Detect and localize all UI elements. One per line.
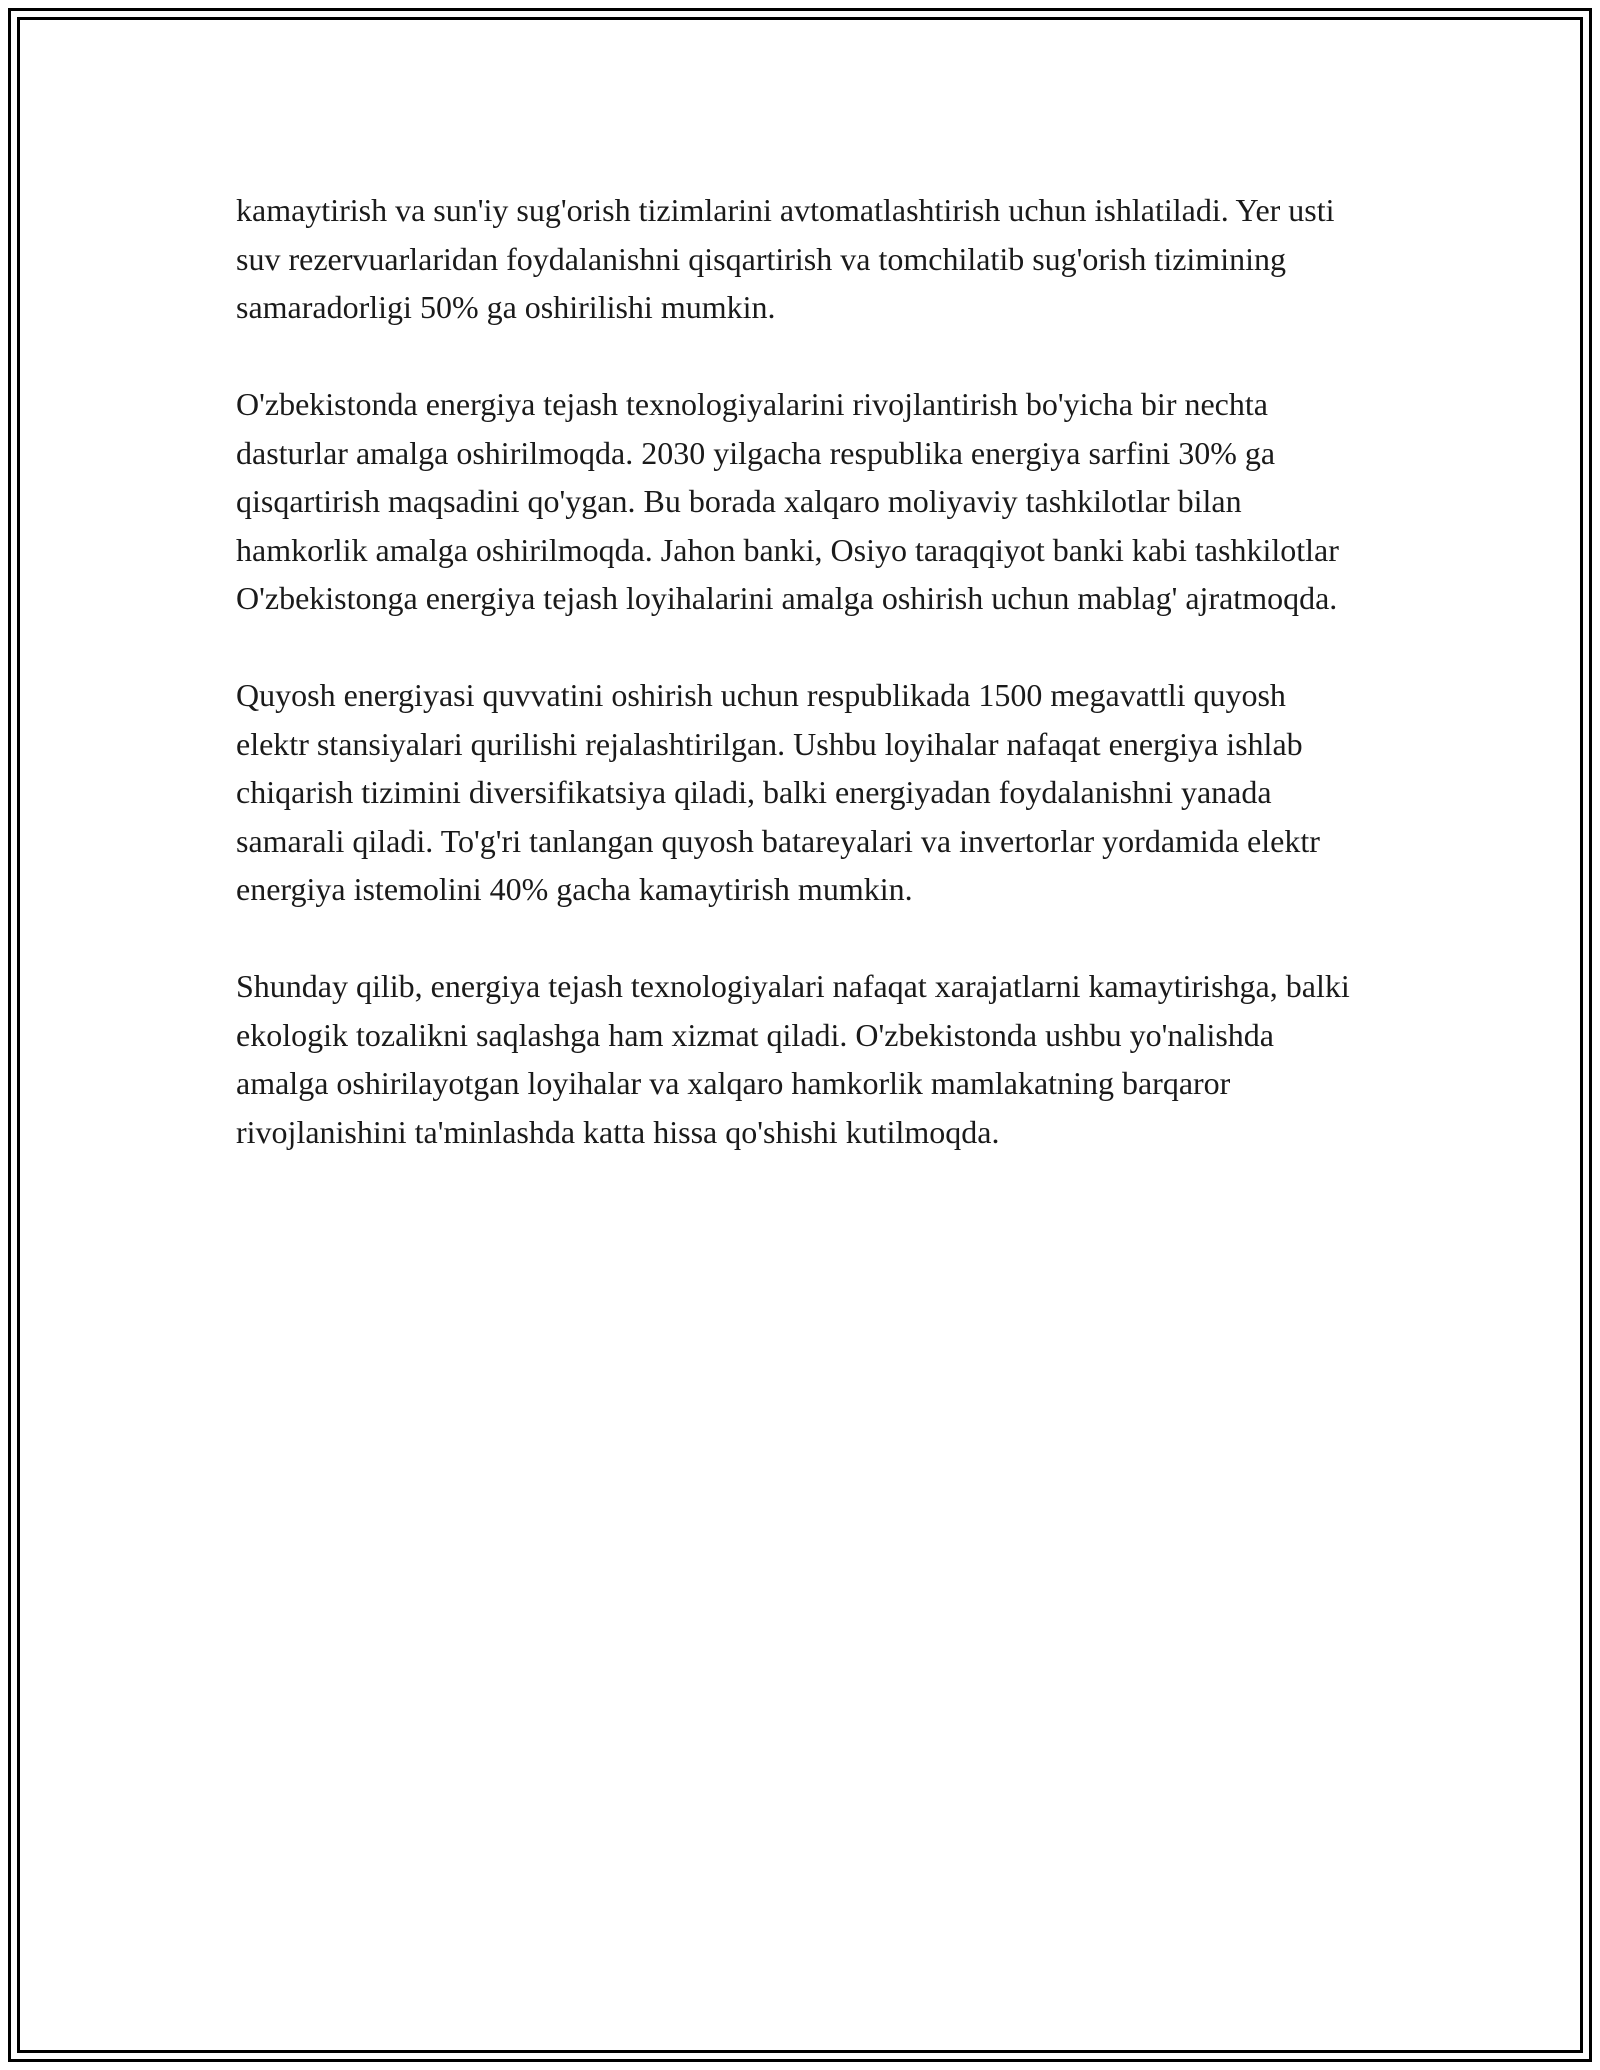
- document-body: [236, 186, 1366, 1205]
- paragraph-4: Shunday qilib, energiya tejash texnologiyalari nafaqat xarajatlarni kamaytirishga, balki ekologik tozalikni saqlashga ham xizmat qiladi. O'zbekistonda ushbu yo'nalishda amalga oshirilayotgan loyihalar va xalqaro hamkorlik mamlakatning barqaror rivojlanishini ta'minlashda katta hissa qo'shishi kutilmoqda.: [236, 968, 1350, 1150]
- paragraph-1: kamaytirish va sun'iy sug'orish tizimlarini avtomatlashtirish uchun ishlatiladi. Yer usti suv rezervuarlaridan foydalanishni qisqartirish va tomchilatib sug'orish tizimining samaradorligi 50% ga oshirilishi mumkin.: [236, 192, 1335, 325]
- paragraph-2: O'zbekistonda energiya tejash texnologiyalarini rivojlantirish bo'yicha bir nechta dasturlar amalga oshirilmoqda. 2030 yilgacha respublika energiya sarfini 30% ga qisqartirish maqsadini qo'ygan. Bu borada xalqaro moliyaviy tashkilotlar bilan hamkorlik amalga oshirilmoqda. Jahon banki, Osiyo taraqqiyot banki kabi tashkilotlar O'zbekistonga energiya tejash loyihalarini amalga oshirish uchun mablag' ajratmoqda.: [236, 386, 1339, 616]
- paragraph-3: Quyosh energiyasi quvvatini oshirish uchun respublikada 1500 megavattli quyosh elektr stansiyalari qurilishi rejalashtirilgan. Ushbu loyihalar nafaqat energiya ishlab chiqarish tizimini diversifikatsiya qiladi, balki energiyadan foydalanishni yanada samarali qiladi. To'g'ri tanlangan quyosh batareyalari va invertorlar yordamida elektr energiya istemolini 40% gacha kamaytirish mumkin.: [236, 677, 1320, 907]
